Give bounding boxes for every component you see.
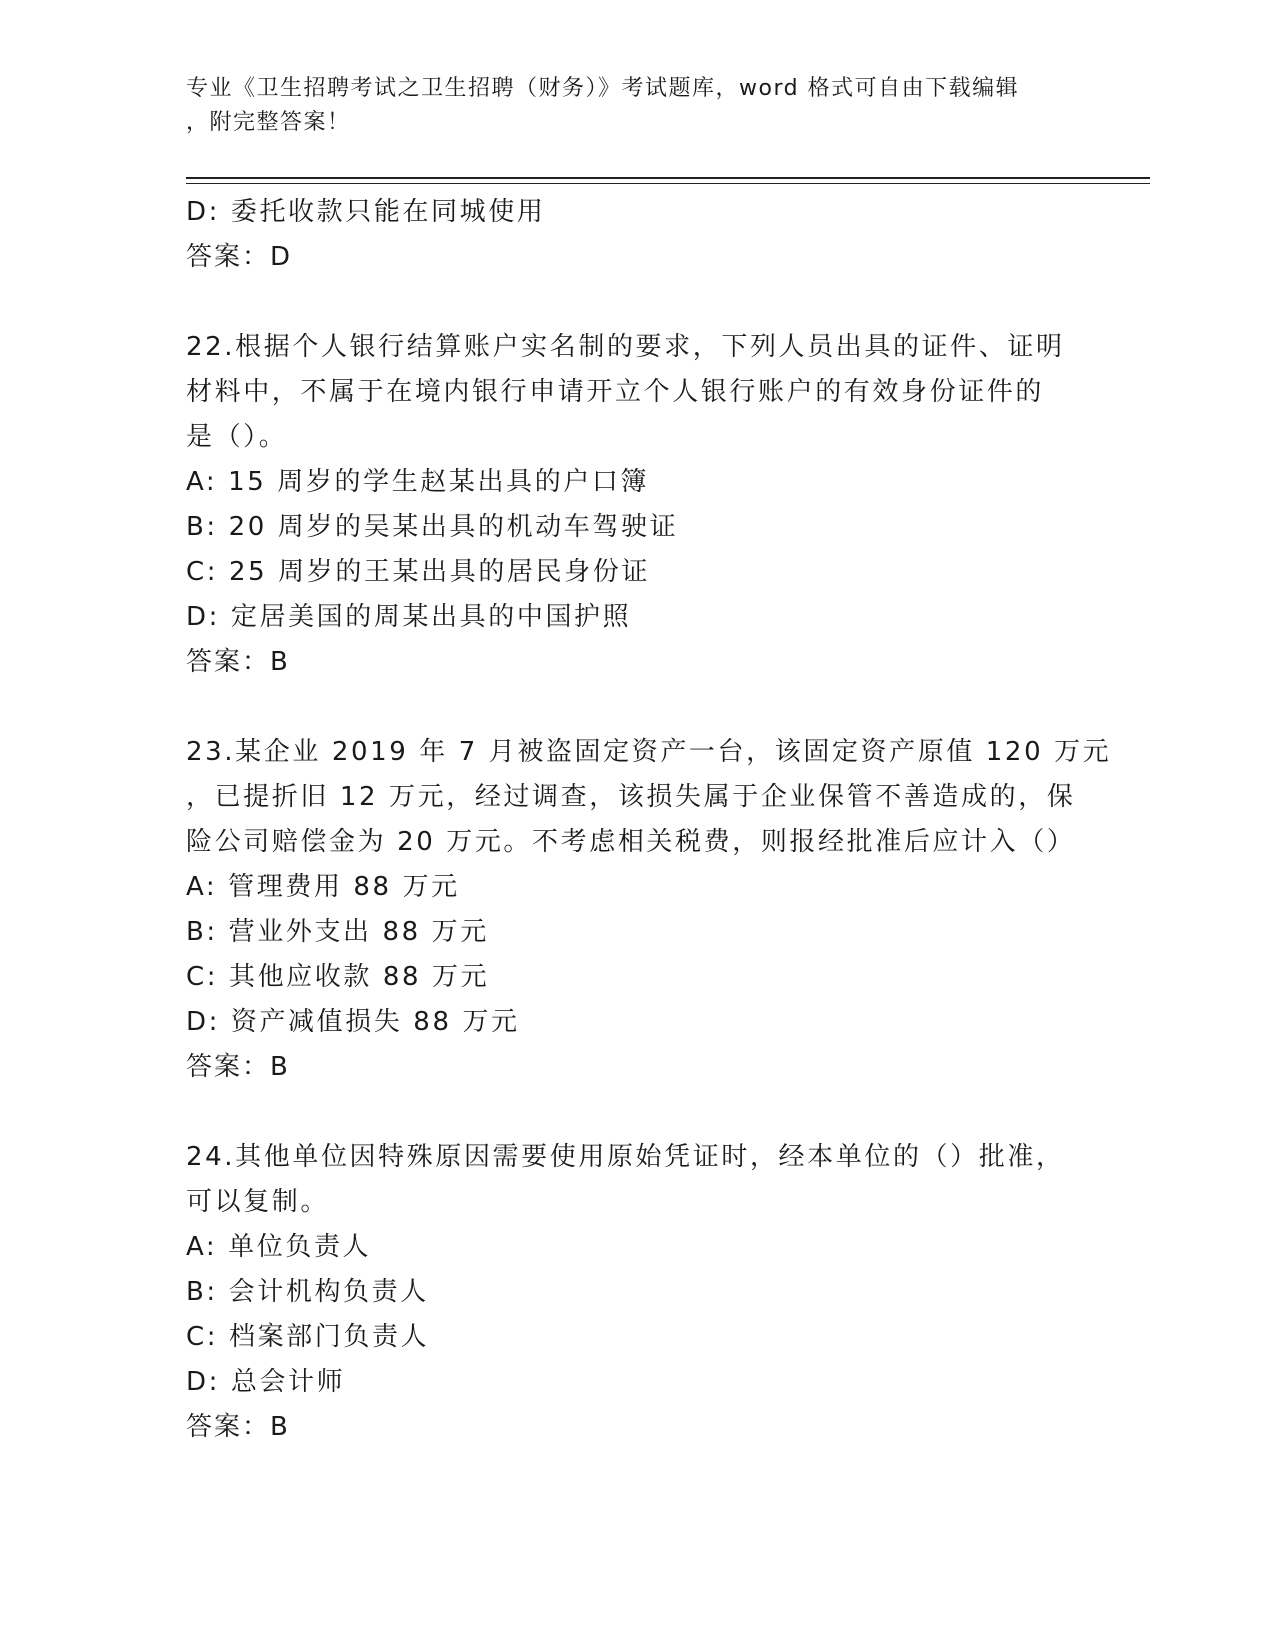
answer: 答案：D [186,242,293,272]
question-22 [186,325,1086,685]
question-stem-line: 23.某企业 2019 年 7 月被盗固定资产一台，该固定资产原值 120 万元 [186,737,1112,767]
option-c: C: 其他应收款 88 万元 [186,962,490,992]
option-b: B: 会计机构负责人 [186,1277,429,1307]
option-a: A: 管理费用 88 万元 [186,872,460,902]
spacer [186,685,1086,730]
question-stem-line: 是（）。 [186,422,288,452]
question-stem-line: 可以复制。 [186,1187,330,1217]
question-stem-line: 22.根据个人银行结算账户实名制的要求，下列人员出具的证件、证明 [186,332,1065,362]
spacer [186,1090,1086,1135]
answer: 答案：B [186,1052,290,1082]
option-b: B: 营业外支出 88 万元 [186,917,489,947]
option-d: D: 定居美国的周某出具的中国护照 [186,602,632,632]
spacer [186,280,1086,325]
option-d: D: 委托收款只能在同城使用 [186,197,546,227]
option-d: D: 总会计师 [186,1367,346,1397]
option-a: A: 单位负责人 [186,1232,372,1262]
question-stem-line: 材料中，不属于在境内银行申请开立个人银行账户的有效身份证件的 [186,377,1045,407]
question-21-tail [186,190,1086,280]
answer: 答案：B [186,1412,290,1442]
option-b: B: 20 周岁的吴某出具的机动车驾驶证 [186,512,679,542]
question-list [186,190,1112,1450]
option-d: D: 资产减值损失 88 万元 [186,1007,520,1037]
header-line-2: ，附完整答案！ [186,110,351,135]
option-c: C: 25 周岁的王某出具的居民身份证 [186,557,650,587]
question-24 [186,1135,1086,1450]
question-stem-line: ，已提折旧 12 万元，经过调查，该损失属于企业保管不善造成的，保 [186,782,1076,812]
answer: 答案：B [186,647,290,677]
document-header [186,72,1066,140]
header-divider-thin [186,183,1150,184]
question-23 [186,730,1112,1090]
question-stem-line: 险公司赔偿金为 20 万元。不考虑相关税费，则报经批准后应计入（） [186,827,1076,857]
option-a: A: 15 周岁的学生赵某出具的户口簿 [186,467,650,497]
header-divider-thick [186,177,1150,179]
header-line-1: 专业《卫生招聘考试之卫生招聘（财务）》考试题库，word 格式可自由下载编辑 [186,76,1020,101]
option-c: C: 档案部门负责人 [186,1322,430,1352]
question-stem-line: 24.其他单位因特殊原因需要使用原始凭证时，经本单位的（）批准， [186,1142,1065,1172]
